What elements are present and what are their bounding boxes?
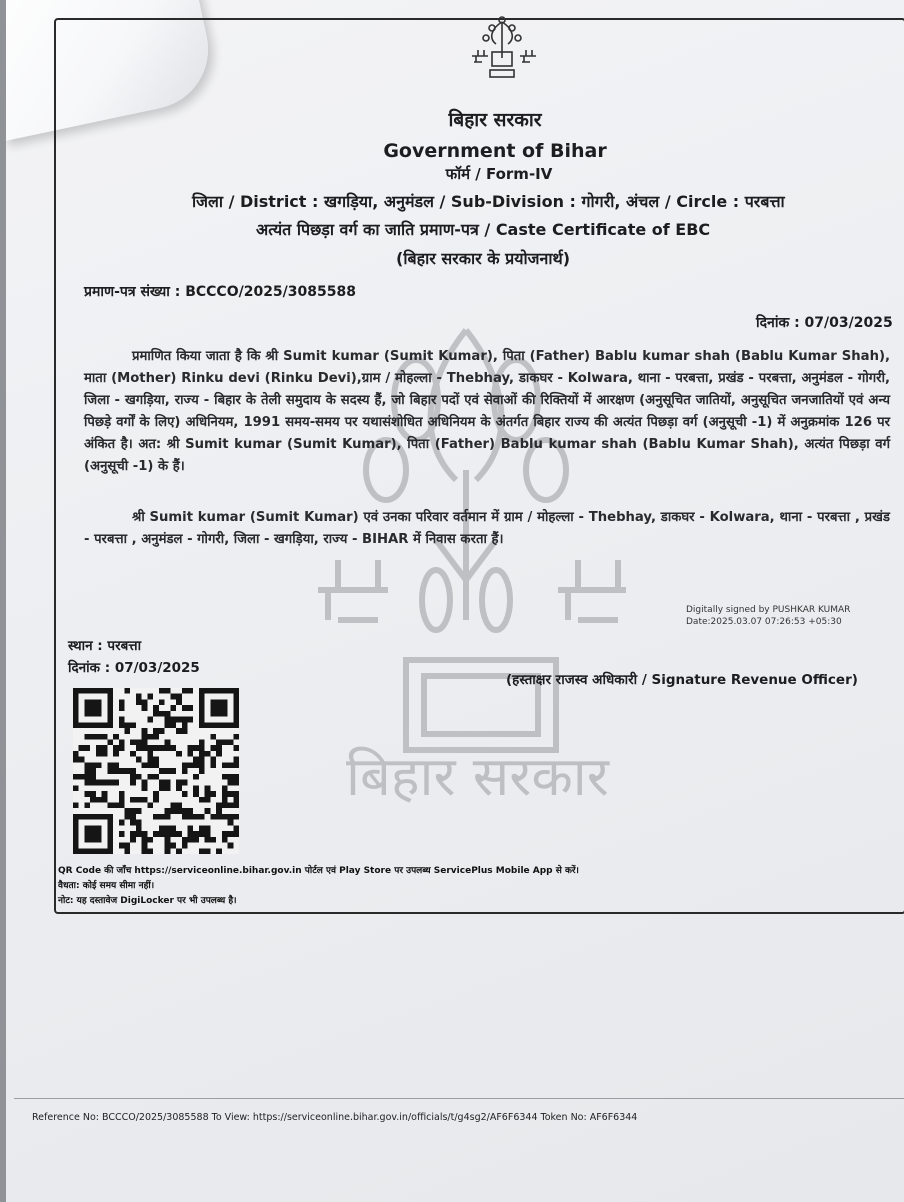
district-line: जिला / District : खगड़िया, अनुमंडल / Sub-Division : गोगरी, अंचल / Circle : परबत्ता (192, 192, 785, 211)
bihar-emblem-icon (462, 14, 542, 84)
qr-note-verify: QR Code की जाँच https://serviceonline.bihar.gov.in पोर्टल एवं Play Store पर उपलब्ध ServicePlus Mobile App से करें। (58, 866, 579, 876)
certificate-date: दिनांक : 07/03/2025 (756, 315, 893, 331)
issue-place: स्थान : परबत्ता (68, 638, 142, 654)
digital-signature (686, 604, 850, 628)
form-number: फॉर्म / Form-IV (445, 165, 553, 183)
paragraph-2-text: श्री Sumit kumar (Sumit Kumar) एवं उनका परिवार वर्तमान में ग्राम / मोहल्ला - Thebhay, डाकघर - Kolwara, थाना - परबत्ता , प्रखंड - परबत्ता , अनुमंडल - गोगरी, जिला - खगड़िया, राज्य - BIHAR में निवास करता हैं। (84, 510, 890, 547)
certificate-title: अत्यंत पिछड़ा वर्ग का जाति प्रमाण-पत्र / Caste Certificate of EBC (256, 220, 711, 239)
certificate-paragraph-1 (84, 346, 890, 478)
certificate-purpose: (बिहार सरकार के प्रयोजनार्थ) (396, 249, 571, 268)
signature-officer: (हस्ताक्षर राजस्व अधिकारी / Signature Revenue Officer) (506, 672, 858, 688)
watermark-text: बिहार सरकार (346, 745, 609, 808)
certificate-number: प्रमाण-पत्र संख्या : BCCCO/2025/3085588 (84, 284, 356, 300)
govt-title-english: Government of Bihar (383, 140, 607, 162)
digital-signature-name: Digitally signed by PUSHKAR KUMAR (686, 605, 851, 615)
certificate-page (6, 0, 904, 1202)
paragraph-1-text: प्रमाणित किया जाता है कि श्री Sumit kumar (Sumit Kumar), पिता (Father) Bablu kumar shah (Bablu Kumar Shah), माता (Mother) Rinku devi (Rinku Devi),ग्राम / मोहल्ला - Thebhay, डाकघर - Kolwara, थाना - परबत्ता, प्रखंड - परबत्ता, अनुमंडल - गोगरी, जिला - खगड़िया, राज्य - बिहार के तेली समुदाय के सदस्य हैं, जो बिहार पदों एवं सेवाओं की रिक्तियों में आरक्षण (अनुसूचित जातियों, अनुसूचित जनजातियों एवं अन्य पिछड़े वर्गों के लिए) अधिनियम, 1991 समय-समय पर यथासंशोधित अधिनियम के अंतर्गत बिहार राज्य की अत्यंत पिछड़ा वर्ग (अनुसूची -1) में अनुक्रमांक 126 पर अंकित है। अत: श्री Sumit kumar (Sumit Kumar), पिता (Father) Bablu kumar shah (Bablu Kumar Shah), अत्यंत पिछड़ा वर्ग (अनुसूची -1) के हैं। (84, 349, 890, 474)
qr-code-icon[interactable] (70, 688, 242, 854)
reference-footer: Reference No: BCCCO/2025/3085588 To View: https://serviceonline.bihar.gov.in/officials/t/g4sg2/AF6F6344 Token No: AF6F6344 (32, 1112, 638, 1123)
certificate-paragraph-2 (84, 507, 890, 551)
issue-date: दिनांक : 07/03/2025 (68, 660, 200, 676)
govt-title-hindi: बिहार सरकार (448, 109, 542, 131)
digital-signature-date: Date:2025.03.07 07:26:53 +05:30 (686, 617, 842, 627)
qr-note-validity: वैधता: कोई समय सीमा नहीं। (58, 881, 155, 891)
qr-note-digilocker: नोट: यह दस्तावेज DigiLocker पर भी उपलब्ध है। (58, 896, 237, 906)
footer-divider (14, 1098, 904, 1099)
qr-notes (58, 864, 579, 909)
